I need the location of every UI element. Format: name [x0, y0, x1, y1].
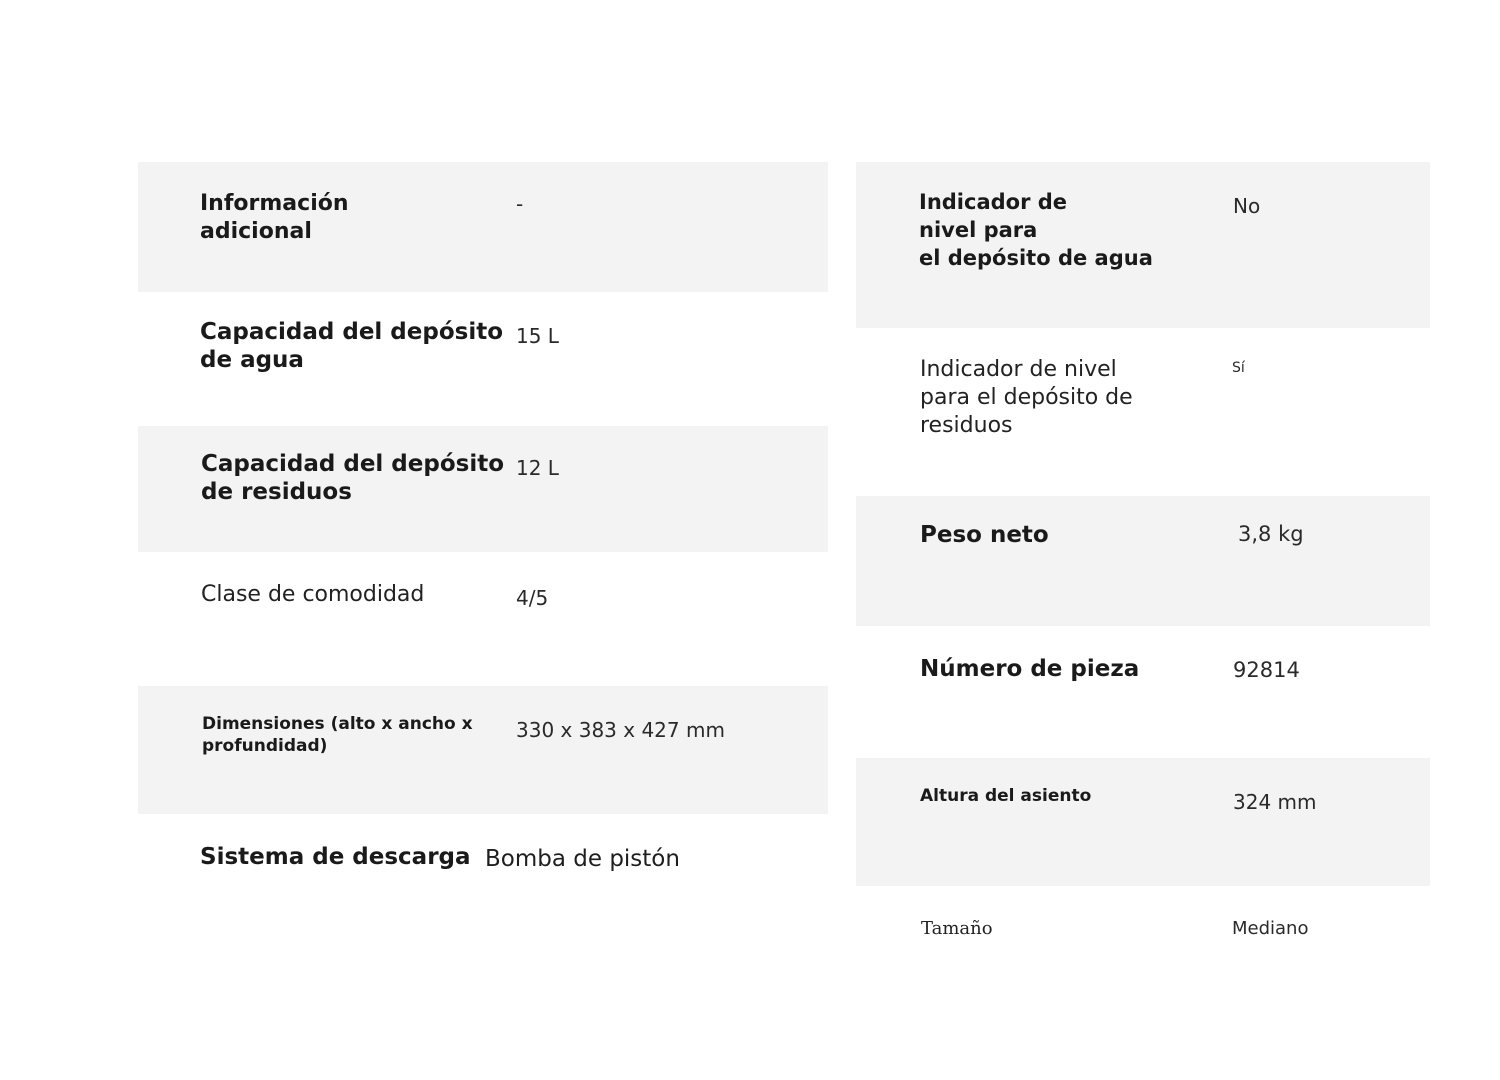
spec-row-water-tank-capacity [138, 292, 828, 426]
spec-row-waste-tank-capacity [138, 426, 828, 552]
spec-label: Clase de comodidad [201, 582, 425, 607]
spec-label: Altura del asiento [920, 786, 1092, 806]
spec-label: Peso neto [920, 522, 1049, 548]
spec-label: Capacidad del depósito de residuos [201, 451, 505, 505]
spec-value: 3,8 kg [1238, 522, 1304, 546]
spec-row-part-number [856, 626, 1430, 758]
spec-value: 12 L [516, 456, 559, 480]
spec-label: Indicador de nivel para el depósito de agua [919, 190, 1153, 270]
spec-row-dimensions [138, 686, 828, 814]
spec-label: Sistema de descarga [200, 844, 471, 870]
spec-value: 330 x 383 x 427 mm [516, 718, 725, 742]
spec-label: Información adicional [200, 191, 349, 244]
spec-value: 324 mm [1233, 790, 1317, 814]
spec-value: Mediano [1232, 918, 1309, 939]
spec-label: Indicador de nivel para el depósito de residuos [920, 357, 1133, 438]
spec-row-comfort-class [138, 552, 828, 686]
spec-label: Número de pieza [920, 656, 1140, 682]
spec-row-water-level-indicator [856, 162, 1430, 328]
spec-value: 92814 [1233, 658, 1300, 682]
spec-value: Sí [1232, 360, 1245, 376]
spec-label: Tamaño [921, 918, 993, 939]
spec-row-size [856, 886, 1430, 996]
spec-value: 4/5 [516, 586, 549, 610]
spec-row-flush-system [138, 814, 828, 924]
spec-row-seat-height [856, 758, 1430, 886]
spec-value: No [1233, 194, 1261, 218]
spec-value: - [516, 192, 524, 216]
spec-label: Capacidad del depósito de agua [200, 319, 504, 373]
spec-row-net-weight [856, 496, 1430, 626]
spec-label: Dimensiones (alto x ancho x profundidad) [202, 714, 473, 756]
spec-value: Bomba de pistón [485, 846, 680, 872]
spec-row-waste-level-indicator [856, 328, 1430, 496]
spec-row-additional-info [138, 162, 828, 292]
spec-value: 15 L [516, 324, 559, 348]
